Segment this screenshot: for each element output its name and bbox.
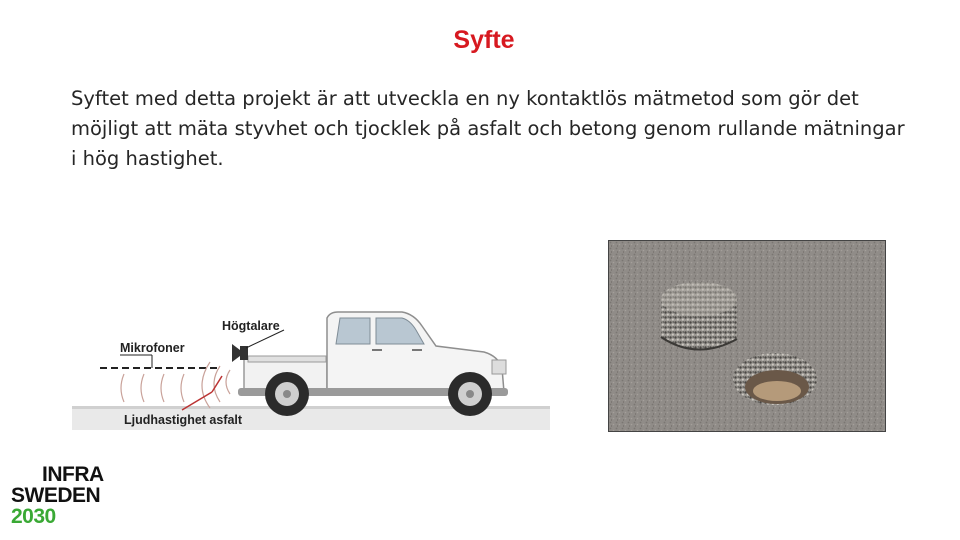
infra-sweden-2030-logo: [11, 464, 121, 534]
rear-wheel: [265, 372, 309, 416]
speaker-label: Högtalare: [222, 319, 280, 333]
truck-measurement-figure: [72, 300, 550, 430]
purpose-paragraph: Syftet med detta projekt är att utveckla en ny kontaktlös mätmetod som gör det möjligt att mäta styvhet och tjocklek på asfalt och betong genom rullande mätningar i hög hastighet.: [71, 87, 905, 170]
logo-line-2030: 2030: [11, 505, 56, 528]
microphones-label: Mikrofoner: [120, 341, 185, 355]
logo-line-sweden: SWEDEN: [11, 484, 101, 507]
core-hole: [733, 353, 817, 405]
logo-line-infra: INFRA: [42, 463, 104, 486]
front-wheel: [448, 372, 492, 416]
asphalt-core-photo: [608, 240, 886, 432]
core-sample: [661, 282, 737, 350]
asphalt-core-photo-drawing: [609, 241, 886, 432]
sound-speed-label: Ljudhastighet asfalt: [124, 413, 243, 427]
slide-title: Syfte: [453, 26, 515, 54]
speaker-icon: [232, 344, 248, 362]
